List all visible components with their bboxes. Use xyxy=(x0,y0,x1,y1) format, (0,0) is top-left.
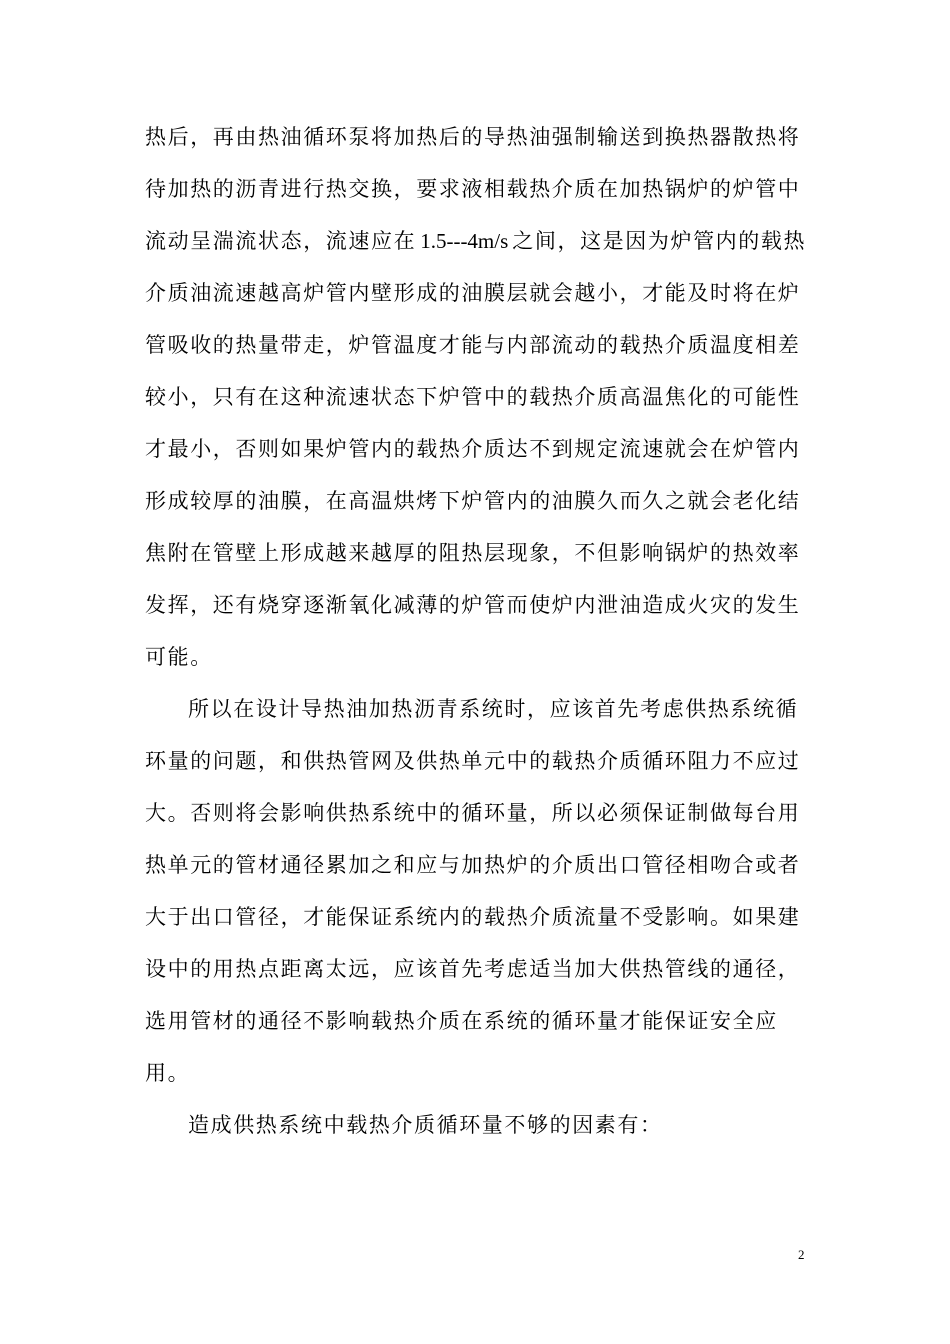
paragraph-3-line-1: 造成供热系统中载热介质循环量不够的因素有： xyxy=(188,1113,663,1137)
paragraph-1-line-11: 可能。 xyxy=(145,645,213,669)
paragraph-1-line-5: 管吸收的热量带走，炉管温度才能与内部流动的载热介质温度相差 xyxy=(145,333,801,357)
paragraph-1-line-8: 形成较厚的油膜，在高温烘烤下炉管内的油膜久而久之就会老化结 xyxy=(145,489,801,513)
line-3-text-end: 之间，这是因为炉管内的载热 xyxy=(512,229,807,253)
paragraph-2-line-8: 用。 xyxy=(145,1061,191,1085)
paragraph-1-line-10: 发挥，还有烧穿逐渐氧化减薄的炉管而使炉内泄油造成火灾的发生 xyxy=(145,593,801,617)
paragraph-2-line-7: 选用管材的通径不影响载热介质在系统的循环量才能保证安全应 xyxy=(145,1009,778,1033)
paragraph-1-line-3 xyxy=(145,226,806,256)
paragraph-1-line-2: 待加热的沥青进行热交换，要求液相载热介质在加热锅炉的炉管中 xyxy=(145,177,801,201)
paragraph-2-line-1: 所以在设计导热油加热沥青系统时，应该首先考虑供热系统循 xyxy=(188,697,799,721)
page-number: 2 xyxy=(798,1247,805,1262)
paragraph-1-line-9: 焦附在管壁上形成越来越厚的阻热层现象，不但影响锅炉的热效率 xyxy=(145,541,801,565)
paragraph-2-line-4: 热单元的管材通径累加之和应与加热炉的介质出口管径相吻合或者 xyxy=(145,853,801,877)
paragraph-2-line-6: 设中的用热点距离太远，应该首先考虑适当加大供热管线的通径， xyxy=(145,957,801,981)
line-3-text-start: 流动呈湍流状态，流速应在 xyxy=(145,229,417,253)
flow-speed-value: 1.5---4m/s xyxy=(420,229,509,253)
paragraph-1-line-6: 较小，只有在这种流速状态下炉管中的载热介质高温焦化的可能性 xyxy=(145,385,801,409)
paragraph-2-line-3: 大。否则将会影响供热系统中的循环量，所以必须保证制做每台用 xyxy=(145,801,801,825)
paragraph-2-line-2: 环量的问题，和供热管网及供热单元中的载热介质循环阻力不应过 xyxy=(145,749,801,773)
paragraph-1-line-1: 热后，再由热油循环泵将加热后的导热油强制输送到换热器散热将 xyxy=(145,125,801,149)
paragraph-1-line-7: 才最小，否则如果炉管内的载热介质达不到规定流速就会在炉管内 xyxy=(145,437,801,461)
paragraph-1-line-4: 介质油流速越高炉管内壁形成的油膜层就会越小，才能及时将在炉 xyxy=(145,281,801,305)
paragraph-2-line-5: 大于出口管径，才能保证系统内的载热介质流量不受影响。如果建 xyxy=(145,905,801,929)
